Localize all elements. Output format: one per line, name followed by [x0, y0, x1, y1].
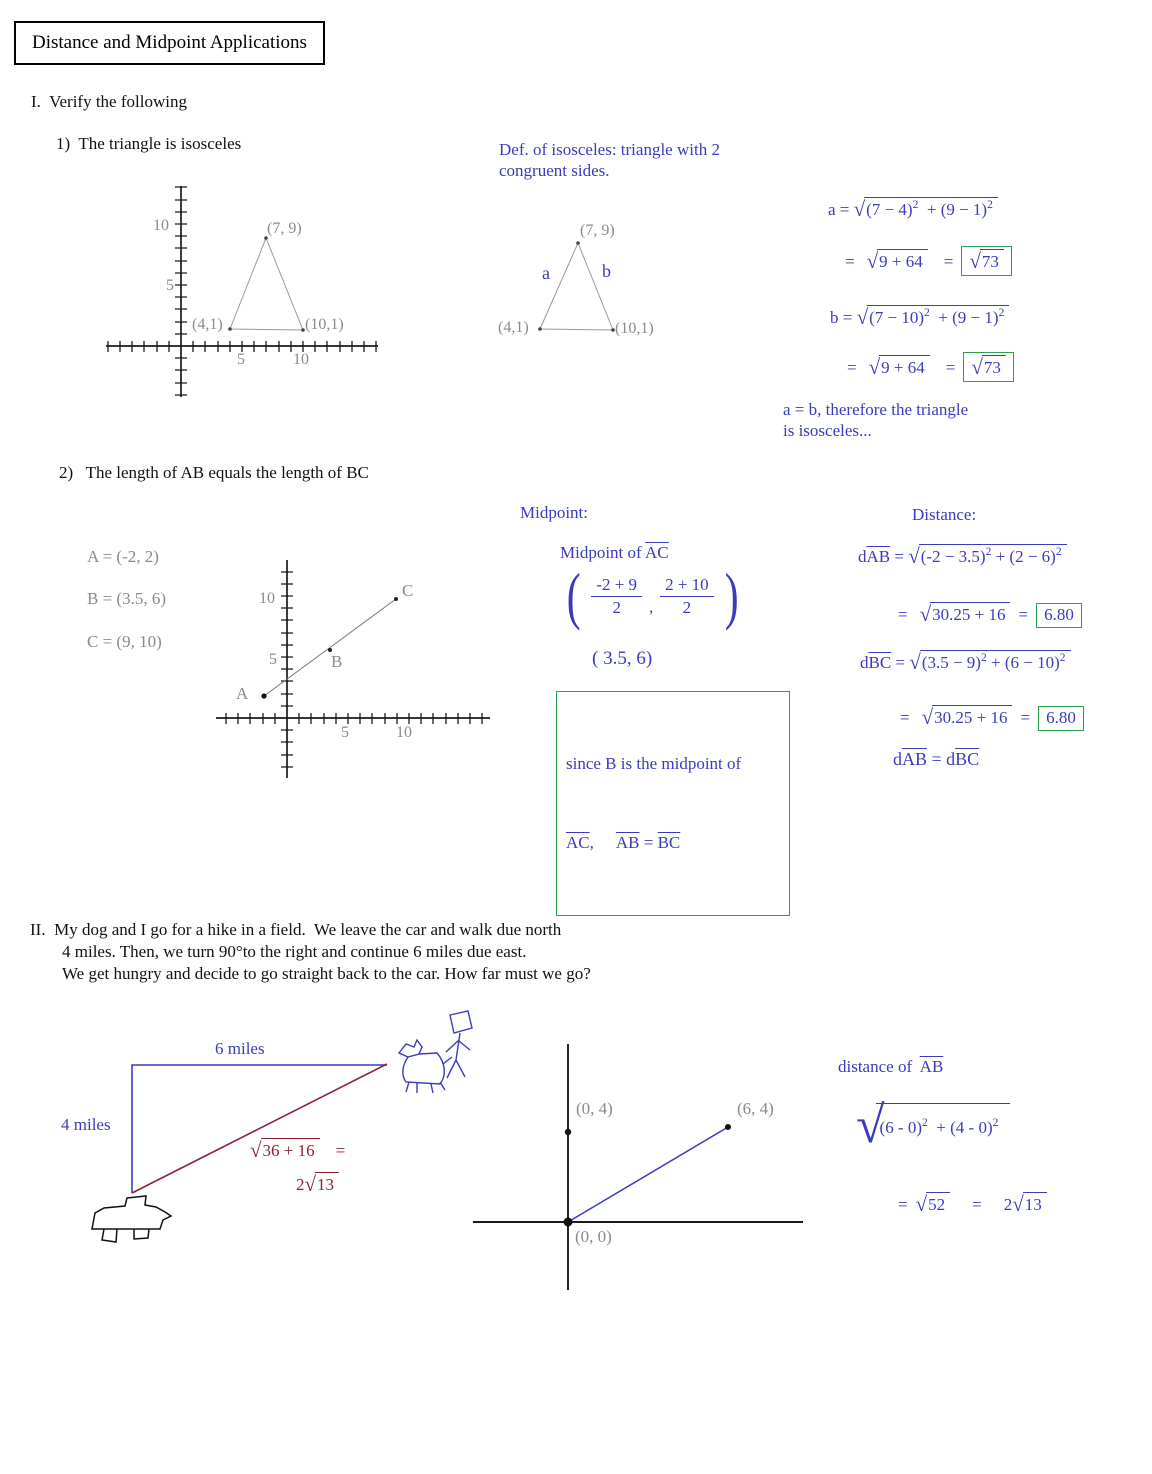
x-fraction: $\frac{-2 + 9}{2}$ — [591, 575, 642, 618]
hike-work-line2: 2√13 — [296, 1171, 339, 1196]
section2-line2: 4 miles. Then, we turn 90°to the right and continue 6 miles due east. — [62, 942, 527, 961]
midpoint-conclusion-box — [556, 691, 790, 916]
car-drawing — [92, 1196, 171, 1242]
section1-heading: I. Verify the following — [31, 92, 187, 111]
radical-sign: √ — [921, 705, 934, 729]
radicand: $(7 - 10)^2 + (9 - 1)^2$ — [867, 305, 1009, 327]
segment-bc: $\overline{BC}$ — [955, 749, 980, 769]
midpoint-box-line2: $\overline{AC}$, $\overline{AB} = \overline{BC}$ — [566, 832, 681, 852]
answer-box-dab: 6.80 — [1036, 603, 1082, 628]
formula-dab-result: = √30.25 + 16 = 6.80 — [898, 601, 1082, 628]
graph3-label-04: (0, 4) — [576, 1099, 613, 1118]
conclusion-line1: a = b, therefore the triangle — [783, 400, 969, 419]
graph1-triangle — [228, 236, 305, 332]
exponent: 2 — [987, 199, 993, 211]
radical-sign: √ — [853, 197, 866, 221]
radical-sign: √ — [856, 1097, 885, 1154]
conclusion-line2: is isosceles... — [783, 421, 872, 440]
exponent: 2 — [985, 546, 992, 558]
exponent: 2 — [922, 1117, 928, 1129]
exponent: 2 — [998, 307, 1005, 319]
graph1-xtick-5: 5 — [237, 351, 245, 368]
segment-ac: $\overline{AC}$ — [645, 543, 669, 562]
midpoint-formula — [563, 560, 742, 631]
segment-ab: $\overline{AB}$ — [615, 832, 640, 852]
formula-dbc-result: = √30.25 + 16 = 6.80 — [900, 704, 1084, 731]
point-a-value: A = (-2, 2) — [87, 547, 159, 566]
sketch-vertex-top-label: (7, 9) — [580, 222, 615, 239]
segment-bc: $\overline{BC}$ — [868, 653, 892, 672]
graph2-axes — [216, 560, 490, 778]
radicand: $(3.5 - 9)^2 + (6 - 10)^2$ — [920, 650, 1071, 672]
radical-sign: √ — [908, 544, 920, 568]
radical-sign: √ — [866, 249, 879, 273]
page-title: Distance and Midpoint Applications — [32, 32, 307, 53]
radicand: (6 - 0)$^2$ + (4 - 0)$^2$ — [876, 1103, 1011, 1138]
segment-ab: $\overline{AB}$ — [902, 749, 928, 769]
big-radical-result: = √52 = 2√13 — [898, 1191, 1047, 1216]
midpoint-result: ( 3.5, 6) — [592, 648, 653, 669]
graph3-axes — [473, 1044, 803, 1290]
answer-box-dbc: 6.80 — [1038, 706, 1084, 731]
segment-bc: $\overline{BC}$ — [657, 832, 681, 852]
radicand: $(7 - 4)^2 + (9 - 1)^2$ — [864, 197, 998, 219]
graph1-vertex-top-label: (7, 9) — [267, 220, 302, 237]
four-miles-label: 4 miles — [61, 1115, 111, 1134]
comma: , — [649, 599, 654, 616]
big-radical-formula — [856, 1097, 1010, 1154]
point-c-value: C = (9, 10) — [87, 632, 162, 651]
distance-heading: Distance: — [912, 505, 977, 524]
graph2-segment-ac — [261, 597, 398, 699]
hike-triangle-legs — [132, 1064, 387, 1193]
radical-sign: √ — [1012, 1192, 1024, 1216]
formula-dab: $d\overline{AB} = √(-2 - 3.5)^2 + (2 - 6)^2$ — [858, 543, 1067, 568]
sketch-side-b-label: b — [602, 261, 611, 281]
radical-sign: √ — [304, 1172, 317, 1196]
radical-sign: √ — [909, 650, 921, 674]
graph2-xtick-10: 10 — [396, 724, 412, 741]
graph3-label-00: (0, 0) — [575, 1227, 612, 1246]
sketch-vertex-left-label: (4,1) — [498, 319, 529, 336]
graph2-label-a: A — [236, 684, 249, 703]
radical-sign: √ — [868, 355, 881, 379]
a-lhs: a = — [828, 200, 854, 219]
exponent: 2 — [992, 1117, 999, 1129]
formula-a — [828, 196, 998, 221]
problem1-label: 1) The triangle is isosceles — [56, 134, 242, 153]
graph2-label-b: B — [331, 652, 343, 671]
exponent: 2 — [1059, 652, 1066, 664]
midpoint-of-ac: Midpoint of $\overline{AC}$ — [560, 543, 669, 562]
segment-ab: $\overline{AB}$ — [866, 547, 891, 566]
section2-line1: II. My dog and I go for a hike in a field. We leave the car and walk due north — [30, 920, 562, 939]
distance-of-ab-heading: distance of $\overline{AB}$ — [838, 1057, 944, 1076]
graph1-xtick-10: 10 — [293, 351, 309, 368]
formula-b — [830, 304, 1009, 329]
graph1-ytick-10: 10 — [153, 217, 169, 234]
exponent: 2 — [912, 199, 919, 211]
radical-sign: √ — [969, 249, 981, 273]
exponent: 2 — [980, 652, 987, 664]
radical-sign: √ — [856, 305, 869, 329]
distance-conclusion: $d\overline{AB} = d\overline{BC}$ — [893, 749, 980, 769]
graph2-ytick-5: 5 — [269, 651, 277, 668]
graph3-segment — [564, 1124, 732, 1227]
radical-sign: √ — [971, 355, 983, 379]
midpoint-box-line1: since B is the midpoint of — [566, 753, 742, 773]
graph2-xtick-5: 5 — [341, 724, 349, 741]
exponent: 2 — [924, 307, 930, 319]
title-box — [14, 21, 325, 65]
isosceles-def-line1: Def. of isosceles: triangle with 2 — [499, 140, 720, 159]
sketch-vertex-right-label: (10,1) — [615, 320, 654, 337]
radical-sign: √ — [919, 602, 932, 626]
graph1-vertex-right-label: (10,1) — [305, 316, 344, 333]
b-lhs: b = — [830, 308, 857, 327]
sketch-side-a-label: a — [542, 263, 550, 283]
hike-work-line1: √36 + 16 = — [250, 1138, 346, 1162]
dog-drawing — [399, 1040, 452, 1093]
exponent: 2 — [1055, 546, 1062, 558]
section2-line3: We get hungry and decide to go straight back to the car. How far must we go? — [62, 964, 591, 983]
answer-box-a: √73 — [961, 246, 1012, 276]
formula-a-result: = √9 + 64 = √73 — [845, 246, 1012, 276]
six-miles-label: 6 miles — [215, 1039, 265, 1058]
left-paren: ( — [566, 560, 581, 631]
formula-dbc: $d\overline{BC} = √(3.5 - 9)^2 + (6 - 10)^2$ — [860, 649, 1071, 674]
problem2-label: 2) The length of AB equals the length of BC — [59, 463, 369, 482]
segment-ac: $\overline{AC}$ — [566, 832, 590, 852]
right-paren: ) — [724, 560, 739, 631]
graph1-ytick-5: 5 — [166, 277, 174, 294]
radical-sign: √ — [250, 1138, 262, 1162]
segment-ab: $\overline{AB}$ — [919, 1057, 944, 1076]
graph2-label-c: C — [402, 581, 414, 600]
radicand: $(-2 - 3.5)^2 + (2 - 6)^2$ — [919, 544, 1067, 566]
isosceles-def-line2: congruent sides. — [499, 161, 610, 180]
y-fraction: $\frac{2 + 10}{2}$ — [660, 575, 714, 618]
midpoint-heading: Midpoint: — [520, 503, 589, 522]
formula-b-result: = √9 + 64 = √73 — [847, 352, 1014, 382]
radical-sign: √ — [915, 1192, 928, 1216]
answer-box-b: √73 — [963, 352, 1014, 382]
point-b-value: B = (3.5, 6) — [87, 589, 166, 608]
stick-person-drawing — [446, 1011, 472, 1078]
graph2-ytick-10: 10 — [259, 590, 275, 607]
isosceles-sketch-triangle — [538, 241, 615, 332]
graph1-vertex-left-label: (4,1) — [192, 316, 223, 333]
graph3-label-64: (6, 4) — [737, 1099, 774, 1118]
